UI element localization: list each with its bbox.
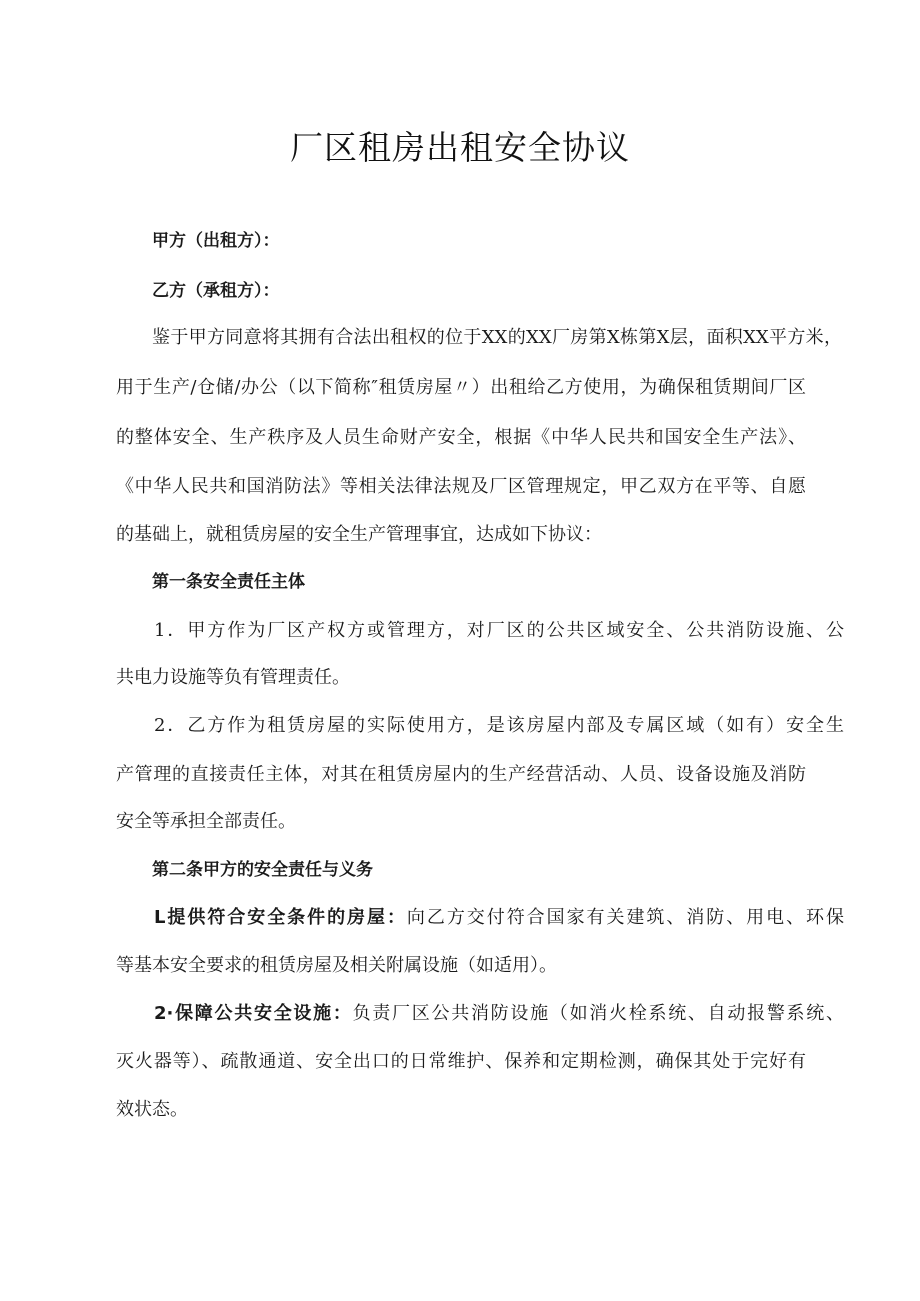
article-2-item-1-rest: 向乙方交付符合国家有关建筑、消防、用电、环保 <box>406 907 845 928</box>
article-2-item-2-lead: 2·保障公共安全设施： <box>154 1003 353 1024</box>
article-2-item-2-rest: 负责厂区公共消防设施（如消火栓系统、自动报警系统、 <box>352 1003 844 1024</box>
party-b-label: 乙方（承租方）： <box>152 281 280 301</box>
article-1-item-1-line-2: 共电力设施等负有管理责任。 <box>116 667 350 688</box>
article-1-item-1-line-1: 1．甲方作为厂区产权方或管理方，对厂区的公共区域安全、公共消防设施、公 <box>154 620 844 641</box>
article-1-item-2-line-2: 产管理的直接责任主体，对其在租赁房屋内的生产经营活动、人员、设备设施及消防 <box>116 764 806 785</box>
article-2-item-1-lead: L提供符合安全条件的房屋： <box>154 907 407 928</box>
article-1-item-2-line-1: 2．乙方作为租赁房屋的实际使用方，是该房屋内部及专属区域（如有）安全生 <box>154 715 844 736</box>
article-2-item-2-line-2: 灭火器等）、疏散通道、安全出口的日常维护、保养和定期检测，确保其处于完好有 <box>116 1051 806 1072</box>
article-2-item-1-line-1 <box>116 906 844 930</box>
party-a-label: 甲方（出租方）： <box>152 231 280 251</box>
intro-line-1: 鉴于甲方同意将其拥有合法出租权的位于XX的XX厂房第X栋第X层，面积XX平方米， <box>152 327 842 348</box>
document-title: 厂区租房出租安全协议 <box>290 128 630 167</box>
intro-line-5: 的基础上，就租赁房屋的安全生产管理事宜，达成如下协议： <box>116 524 602 545</box>
intro-line-4: 《中华人民共和国消防法》等相关法律法规及厂区管理规定，甲乙双方在平等、自愿 <box>116 476 806 497</box>
article-2-item-2-line-3: 效状态。 <box>116 1099 188 1120</box>
article-2-item-1-line-2: 等基本安全要求的租赁房屋及相关附属设施（如适用）。 <box>116 955 557 976</box>
article-2-heading: 第二条甲方的安全责任与义务 <box>152 860 373 880</box>
intro-line-3: 的整体安全、生产秩序及人员生命财产安全，根据《中华人民共和国安全生产法》、 <box>116 427 806 448</box>
article-1-heading: 第一条安全责任主体 <box>152 572 305 592</box>
intro-line-2: 用于生产/仓储/办公（以下简称″租赁房屋〃）出租给乙方使用，为确保租赁期间厂区 <box>116 377 806 398</box>
article-2-item-2-line-1 <box>116 1002 844 1026</box>
article-1-item-2-line-3: 安全等承担全部责任。 <box>116 811 296 832</box>
